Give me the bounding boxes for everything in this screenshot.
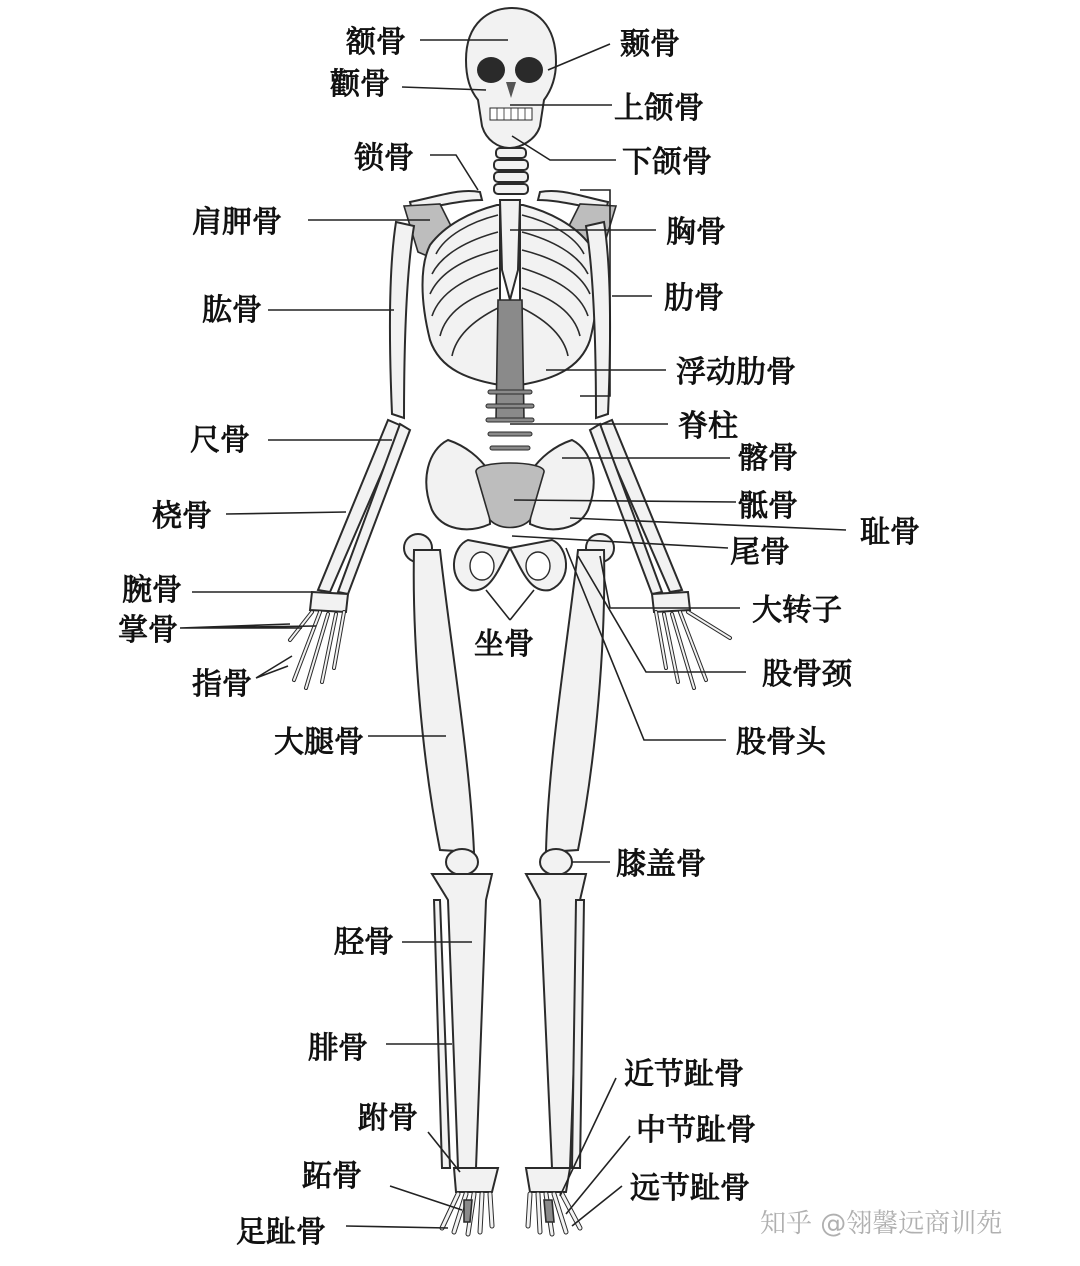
- label-phalanges: 指骨: [192, 667, 252, 702]
- label-ribs: 肋骨: [664, 281, 724, 316]
- label-mandible: 下颌骨: [622, 145, 712, 180]
- label-frontal: 额骨: [346, 25, 406, 60]
- label-middle-phalanges: 中节趾骨: [636, 1113, 756, 1148]
- watermark-text: 知乎 @翎馨远商训苑: [760, 1209, 1003, 1239]
- label-toe-bones: 足趾骨: [236, 1215, 326, 1250]
- label-humerus: 肱骨: [202, 293, 262, 328]
- label-femur: 大腿骨: [274, 725, 364, 760]
- label-radius: 桡骨: [152, 499, 212, 534]
- label-coccyx: 尾骨: [730, 535, 790, 570]
- neck-vertebrae: [494, 148, 528, 194]
- label-maxilla: 上颌骨: [614, 91, 704, 126]
- skull: [466, 8, 556, 148]
- label-scapula: 肩胛骨: [192, 205, 282, 240]
- label-spine: 脊柱: [678, 409, 738, 444]
- label-tibia: 胫骨: [334, 925, 394, 960]
- label-sternum: 胸骨: [666, 215, 726, 250]
- label-distal-phalanges: 远节趾骨: [630, 1171, 750, 1206]
- label-clavicle: 锁骨: [354, 141, 414, 176]
- label-proximal-phalanges: 近节趾骨: [624, 1057, 744, 1092]
- label-metatarsals: 跖骨: [302, 1159, 362, 1194]
- label-femoral-neck: 股骨颈: [762, 657, 852, 692]
- pelvis: [426, 440, 593, 590]
- label-carpals: 腕骨: [122, 573, 182, 608]
- label-femoral-head: 股骨头: [736, 725, 826, 760]
- label-tarsals: 跗骨: [358, 1101, 418, 1136]
- label-ulna: 尺骨: [190, 423, 250, 458]
- label-greater-trochanter: 大转子: [752, 593, 842, 628]
- label-temporal: 颞骨: [620, 27, 680, 62]
- label-metacarpals: 掌骨: [118, 613, 178, 648]
- label-ilium: 髂骨: [738, 441, 798, 476]
- label-patella: 膝盖骨: [616, 847, 706, 882]
- label-ischium: 坐骨: [474, 627, 534, 662]
- label-sacrum: 骶骨: [738, 489, 798, 524]
- label-fibula: 腓骨: [308, 1031, 368, 1066]
- label-floating-ribs: 浮动肋骨: [676, 355, 796, 390]
- label-zygomatic: 颧骨: [330, 67, 390, 102]
- label-pubis: 耻骨: [860, 515, 920, 550]
